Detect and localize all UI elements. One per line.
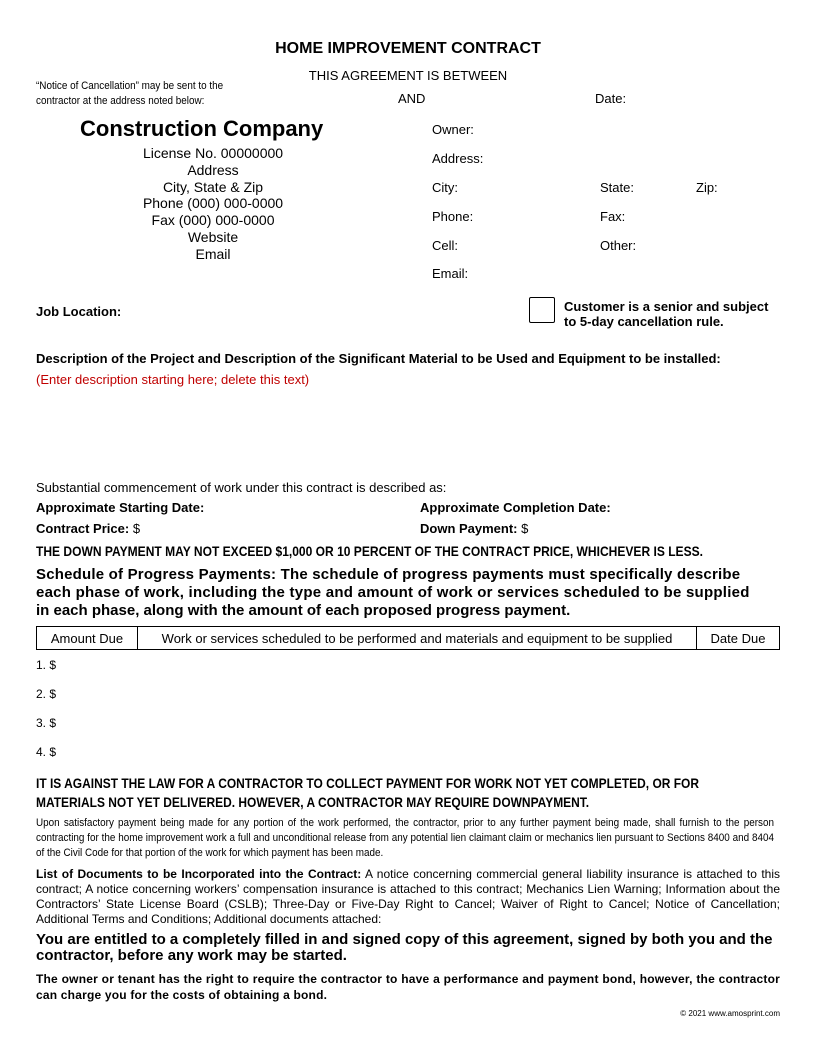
down-payment-field[interactable]	[420, 521, 528, 536]
column-header-amount: Amount Due	[37, 627, 138, 650]
contractor-website: Website	[187, 228, 239, 245]
documents-label: List of Documents to be Incorporated into the Contract:	[36, 867, 362, 881]
contractor-city-state-zip: City, State & Zip	[162, 178, 264, 195]
senior-line-1: Customer is a senior and subject	[564, 299, 769, 314]
schedule-line-1: Schedule of Progress Payments: The schedule of progress payments must specifically describe	[36, 566, 741, 583]
payment-row-2[interactable]: 2. $	[36, 687, 57, 701]
owner-state-field[interactable]: State:	[600, 180, 634, 195]
senior-line-2: to 5-day cancellation rule.	[564, 314, 724, 329]
contract-price-value: $	[132, 521, 141, 536]
owner-address-field[interactable]: Address:	[432, 151, 484, 166]
down-payment-label: Down Payment:	[420, 521, 518, 536]
footer-copyright: © 2021 www.amosprint.com	[680, 1009, 780, 1018]
notice-line-2: contractor at the address noted below:	[36, 95, 205, 107]
contractor-license: License No. 00000000	[142, 145, 284, 161]
company-name: Construction Company	[80, 116, 324, 141]
column-header-date: Date Due	[697, 627, 780, 650]
contractor-phone: Phone (000) 000-0000	[142, 195, 284, 212]
document-title: HOME IMPROVEMENT CONTRACT	[275, 40, 541, 57]
entitled-notice: You are entitled to a completely filled in and signed copy of this agreement, signed by both you and the contractor, before any work may be started.	[36, 931, 773, 964]
owner-fax-field[interactable]: Fax:	[600, 209, 626, 224]
and-label: AND	[398, 91, 426, 106]
owner-phone-field[interactable]: Phone:	[432, 209, 474, 224]
owner-zip-field[interactable]: Zip:	[696, 180, 718, 195]
commencement-text: Substantial commencement of work under this contract is described as:	[36, 480, 447, 495]
documents-list	[36, 867, 780, 927]
notice-line-1: “Notice of Cancellation” may be sent to the	[36, 80, 224, 92]
payment-row-3[interactable]: 3. $	[36, 716, 57, 730]
contractor-address: Address	[187, 161, 239, 178]
schedule-line-3: in each phase, along with the amount of each proposed progress payment.	[36, 602, 571, 619]
law-notice-line-1: IT IS AGAINST THE LAW FOR A CONTRACTOR TO COLLECT PAYMENT FOR WORK NOT YET COMPLETED, OR FOR	[36, 775, 700, 791]
down-payment-notice-text: THE DOWN PAYMENT MAY NOT EXCEED $1,000 OR 10 PERCENT OF THE CONTRACT PRICE, WHICHEVER IS LESS.	[36, 543, 703, 559]
law-notice-line-2: MATERIALS NOT YET DELIVERED. HOWEVER, A CONTRACTOR MAY REQUIRE DOWNPAYMENT.	[36, 794, 590, 810]
owner-email-field[interactable]: Email:	[432, 266, 469, 281]
completion-date-field[interactable]: Approximate Completion Date:	[420, 500, 611, 515]
contractor-details	[113, 145, 313, 263]
start-date-field[interactable]: Approximate Starting Date:	[36, 500, 205, 515]
contract-price-label: Contract Price:	[36, 521, 130, 536]
payment-row-4[interactable]: 4. $	[36, 745, 57, 759]
schedule-line-2: each phase of work, including the type and amount of work or services scheduled to be supplied	[36, 584, 750, 601]
payment-schedule-table	[36, 626, 780, 650]
date-label[interactable]: Date:	[595, 91, 627, 106]
bond-notice: The owner or tenant has the right to require the contractor to have a performance and payment bond, however, the contractor can charge you for the costs of obtaining a bond.	[36, 972, 780, 1002]
down-payment-notice	[36, 543, 812, 561]
contractor-fax: Fax (000) 000-0000	[151, 212, 275, 229]
owner-cell-field[interactable]: Cell:	[432, 238, 459, 253]
table-header-row	[37, 627, 780, 650]
owner-other-field[interactable]: Other:	[600, 238, 637, 253]
schedule-heading	[36, 566, 781, 620]
payment-row-1[interactable]: 1. $	[36, 658, 57, 672]
job-location-field[interactable]: Job Location:	[36, 304, 122, 319]
senior-notice	[564, 299, 768, 329]
law-notice	[36, 774, 811, 812]
agreement-subtitle: THIS AGREEMENT IS BETWEEN	[308, 68, 508, 83]
contract-price-field[interactable]	[36, 521, 140, 536]
lien-release-text: Upon satisfactory payment being made for any portion of the work performed, the contractor, prior to any further payment being made, shall furnish to the person contracting for the home improvement work a full and unconditional release from any potential lien claimant claim or mechanics lien pursuant to Sections 8400 and 8404 of the Civil Code for that portion of the work for which payment has been made.	[36, 817, 774, 859]
description-input[interactable]: (Enter description starting here; delete this text)	[36, 372, 310, 387]
lien-release-paragraph	[36, 816, 774, 861]
owner-field[interactable]: Owner:	[432, 122, 474, 137]
documents-text: A notice concerning commercial general liability insurance is attached to this contract; A notice concerning workers’ compensation insurance is attached to this contract; Mechanics Lien Warning; Information about the Contractors’ State License Board (CSLB); Three-Day or Five-Day Right to Cancel; Waiver of Right to Cancel; Notice of Cancellation; Additional Terms and Conditions; Additional documents attached:	[36, 867, 780, 926]
description-heading: Description of the Project and Description of the Significant Material to be Used and Equipment to be installed:	[36, 351, 721, 366]
owner-city-field[interactable]: City:	[432, 180, 458, 195]
senior-checkbox[interactable]	[529, 297, 555, 323]
contractor-email: Email	[195, 245, 231, 262]
down-payment-value: $	[521, 521, 529, 536]
column-header-work: Work or services scheduled to be performed and materials and equipment to be supplied	[138, 627, 697, 650]
